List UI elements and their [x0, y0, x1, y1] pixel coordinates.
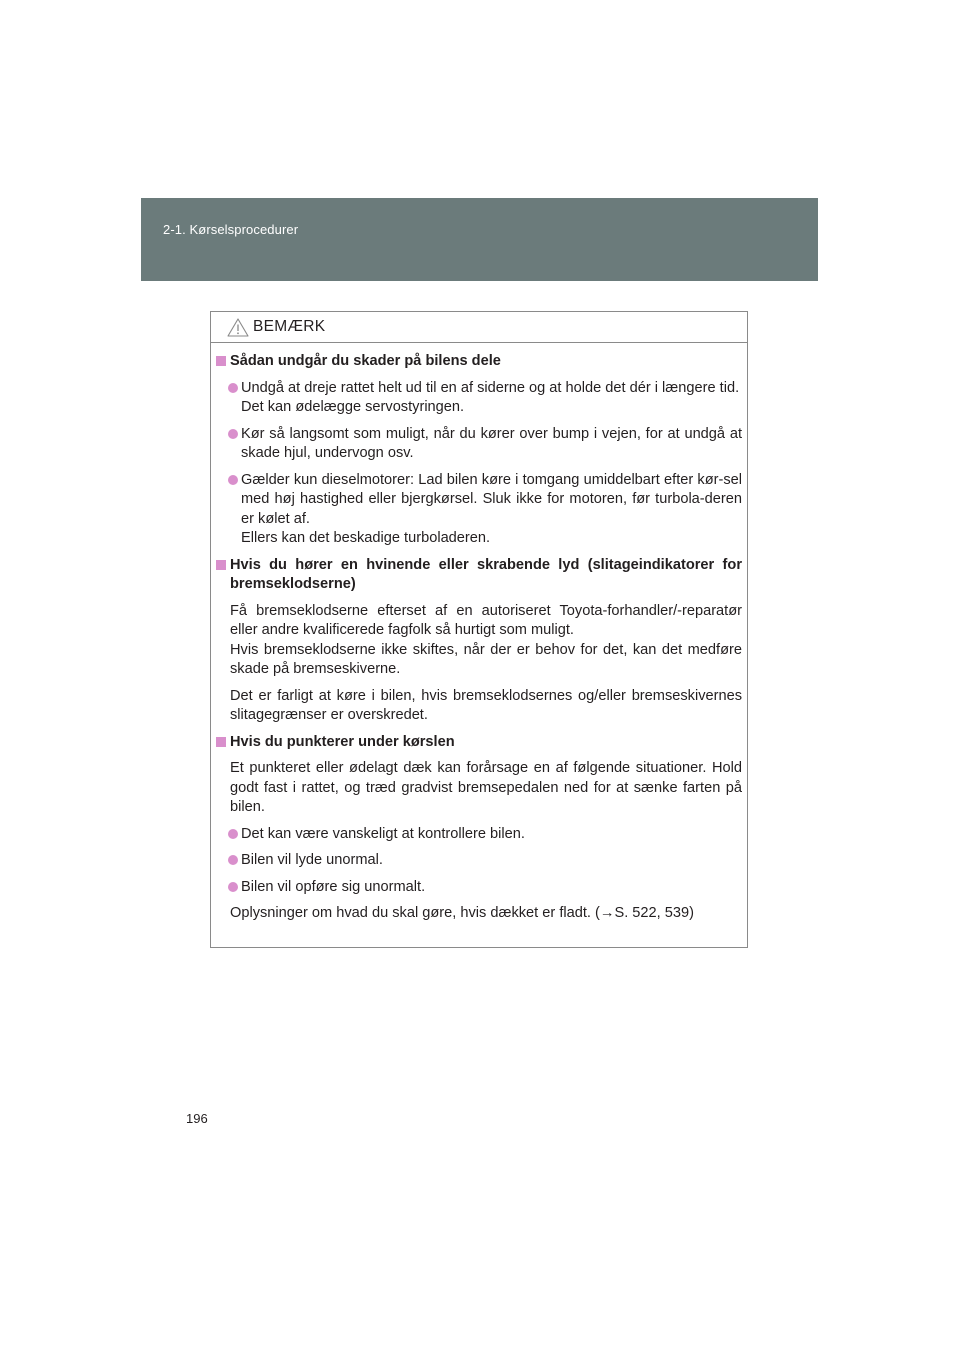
- section-title: 2-1. Kørselsprocedurer: [163, 222, 299, 237]
- paragraph-text: Få bremseklodserne efterset af en autoriseret Toyota-forhandler/-reparatør eller andre kvalificerede fagfolk så hurtigt som muligt.: [230, 602, 742, 638]
- chapter-header-band: [141, 198, 818, 281]
- round-bullet-icon: [228, 855, 238, 865]
- paragraph: [216, 904, 742, 924]
- paragraph: [216, 602, 742, 680]
- section-heading: [216, 733, 742, 753]
- list-item: [216, 425, 742, 464]
- paragraph-text: Det er farligt at køre i bilen, hvis bremseklodsernes og/eller bremseskivernes slitagegrænser er overskredet.: [230, 687, 742, 723]
- paragraph: [216, 759, 742, 818]
- notice-label: BEMÆRK: [253, 318, 326, 335]
- list-item: [216, 878, 742, 898]
- list-item-text: Kør så langsomt som muligt, når du kører over bump i vejen, for at undgå at skade hjul, undervogn osv.: [241, 425, 742, 461]
- list-item-text: Undgå at dreje rattet helt ud til en af siderne og at holde det dér i længere tid.: [241, 379, 740, 396]
- paragraph-text: Hvis bremseklodserne ikke skiftes, når der er behov for det, kan det medføre skade på bremseskiverne.: [230, 641, 742, 677]
- round-bullet-icon: [228, 829, 238, 839]
- list-item-text: Det kan ødelægge servostyringen.: [241, 399, 465, 415]
- list-item: [216, 471, 742, 549]
- list-item-text: Det kan være vanskeligt at kontrollere bilen.: [241, 825, 525, 842]
- square-bullet-icon: [216, 356, 226, 366]
- square-bullet-icon: [216, 560, 226, 570]
- round-bullet-icon: [228, 882, 238, 892]
- section-heading-text: Hvis du punkterer under kørslen: [230, 733, 455, 750]
- page-number: 196: [186, 1111, 208, 1126]
- notice-header: [211, 312, 747, 343]
- section-heading: [216, 352, 742, 372]
- section-heading-text: Sådan undgår du skader på bilens dele: [230, 353, 501, 369]
- round-bullet-icon: [228, 429, 238, 439]
- list-item: [216, 825, 742, 845]
- section-heading: [216, 556, 742, 595]
- list-item-text: Ellers kan det beskadige turboladeren.: [241, 530, 491, 546]
- notice-box: [210, 311, 748, 948]
- list-item-text: Gælder kun dieselmotorer: Lad bilen køre i tomgang umiddelbart efter kør-sel med høj hastighed eller bjergkørsel. Sluk ikke for motoren, før turbola-deren er kølet af.: [241, 471, 742, 527]
- square-bullet-icon: [216, 737, 226, 747]
- notice-body: [211, 343, 747, 924]
- paragraph: [216, 687, 742, 726]
- paragraph-text: Et punkteret eller ødelagt dæk kan forårsage en af følgende situationer. Hold godt fast i rattet, og træd gradvist bremsepedalen ned for at sænke farten på bilen.: [230, 760, 742, 815]
- list-item: [216, 851, 742, 871]
- round-bullet-icon: [228, 475, 238, 485]
- list-item: [216, 379, 742, 418]
- list-item-text: Bilen vil lyde unormal.: [241, 852, 383, 868]
- round-bullet-icon: [228, 383, 238, 393]
- section-heading-text: Hvis du hører en hvinende eller skrabende lyd (slitageindikatorer for bremseklodserne): [230, 556, 742, 592]
- list-item-text: Bilen vil opføre sig unormalt.: [241, 878, 426, 895]
- warning-triangle-icon: [227, 318, 249, 337]
- cross-reference-text: Oplysninger om hvad du skal gøre, hvis dækket er fladt. (→S. 522, 539): [230, 905, 694, 921]
